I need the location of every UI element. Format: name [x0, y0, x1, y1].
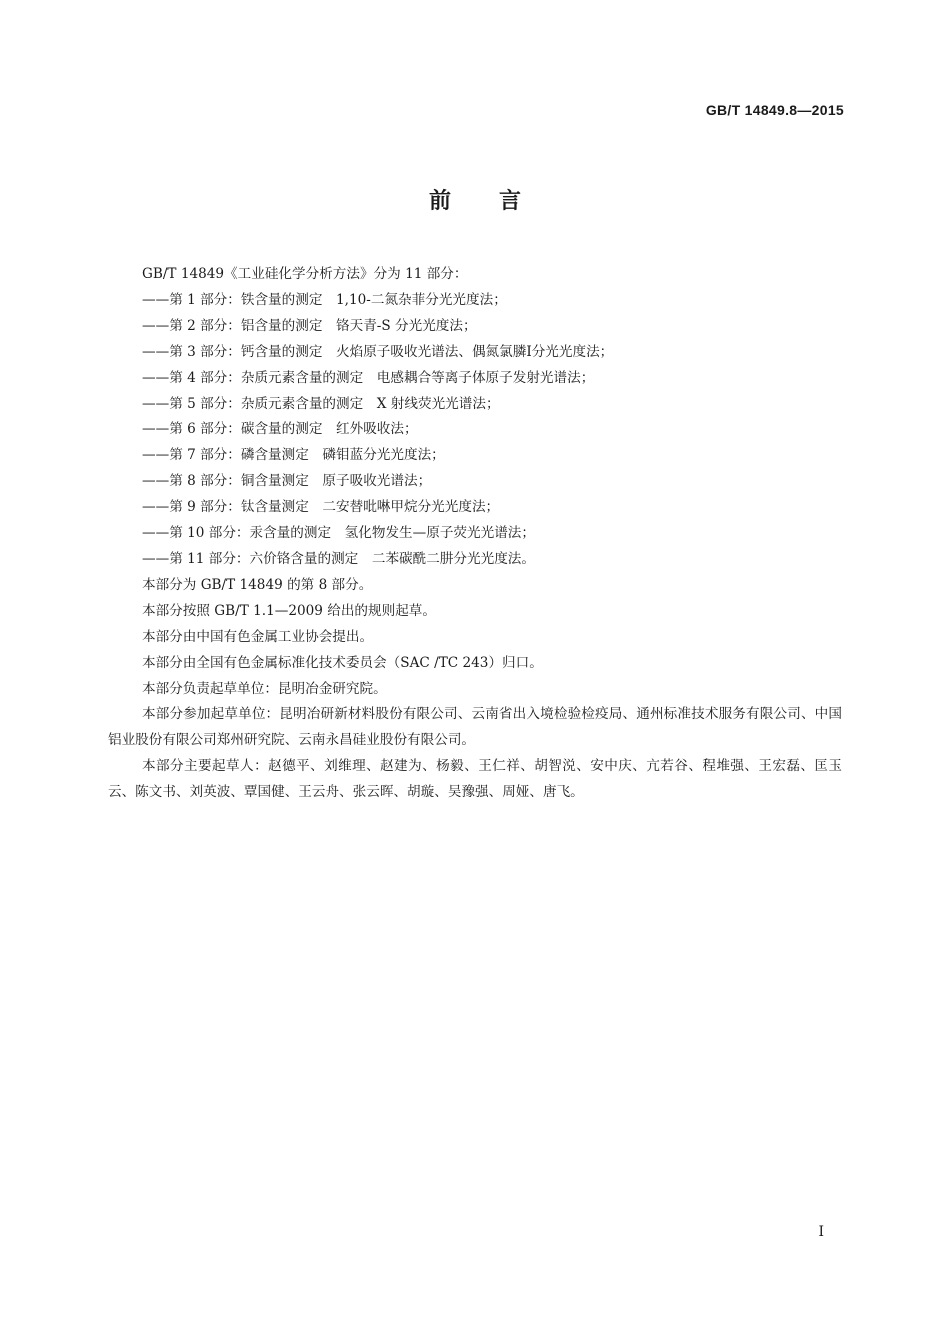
- part-item-8: ——第 8 部分：铜含量测定 原子吸收光谱法；: [142, 473, 432, 490]
- part-item-11: ——第 11 部分：六价铬含量的测定 二苯碳酰二肼分光光度法。: [142, 550, 535, 567]
- part-item-6: ——第 6 部分：碳含量的测定 红外吸收法；: [142, 421, 418, 438]
- part-item-4: ——第 4 部分：杂质元素含量的测定 电感耦合等离子体原子发射光谱法；: [142, 369, 595, 386]
- part-item-2: ——第 2 部分：铝含量的测定 铬天青-S 分光光度法；: [142, 317, 477, 334]
- main-drafters: 本部分主要起草人：赵德平、刘维理、赵建为、杨毅、王仁祥、胡智涚、安中庆、亢若谷、程堆强、王宏磊、匡玉云、陈文书、刘英波、覃国健、王云舟、张云晖、胡璇、吴豫强、周娅、唐飞。: [108, 758, 842, 801]
- proposer: 本部分由中国有色金属工业协会提出。: [142, 628, 374, 645]
- drafting-rules: 本部分按照 GB/T 1.1—2009 给出的规则起草。: [142, 602, 436, 619]
- part-item-7: ——第 7 部分：磷含量测定 磷钼蓝分光光度法；: [142, 447, 445, 464]
- part-item-1: ——第 1 部分：铁含量的测定 1,10-二氮杂菲分光光度法；: [142, 291, 507, 308]
- technical-committee: 本部分由全国有色金属标准化技术委员会（SAC /TC 243）归口。: [142, 654, 543, 671]
- responsible-drafter: 本部分负责起草单位：昆明冶金研究院。: [142, 680, 387, 697]
- part-item-9: ——第 9 部分：钛含量测定 二安替吡啉甲烷分光光度法；: [142, 499, 500, 516]
- standard-code: GB/T 14849.8—2015: [705, 102, 844, 118]
- participating-drafters: 本部分参加起草单位：昆明冶研新材料股份有限公司、云南省出入境检验检疫局、通州标准技术服务有限公司、中国铝业股份有限公司郑州研究院、云南永昌硅业股份有限公司。: [108, 706, 842, 749]
- foreword-body: [108, 262, 842, 806]
- part-item-3: ——第 3 部分：钙含量的测定 火焰原子吸收光谱法、偶氮氯膦Ⅰ分光光度法；: [142, 343, 614, 360]
- part-item-5: ——第 5 部分：杂质元素含量的测定 X 射线荧光光谱法；: [142, 395, 500, 412]
- intro-paragraph: GB/T 14849《工业硅化学分析方法》分为 11 部分：: [142, 266, 468, 282]
- part-statement: 本部分为 GB/T 14849 的第 8 部分。: [142, 576, 373, 593]
- page-number: Ⅰ: [818, 1224, 824, 1240]
- part-item-10: ——第 10 部分：汞含量的测定 氢化物发生—原子荧光光谱法；: [142, 525, 535, 542]
- page-title: 前言: [428, 189, 569, 214]
